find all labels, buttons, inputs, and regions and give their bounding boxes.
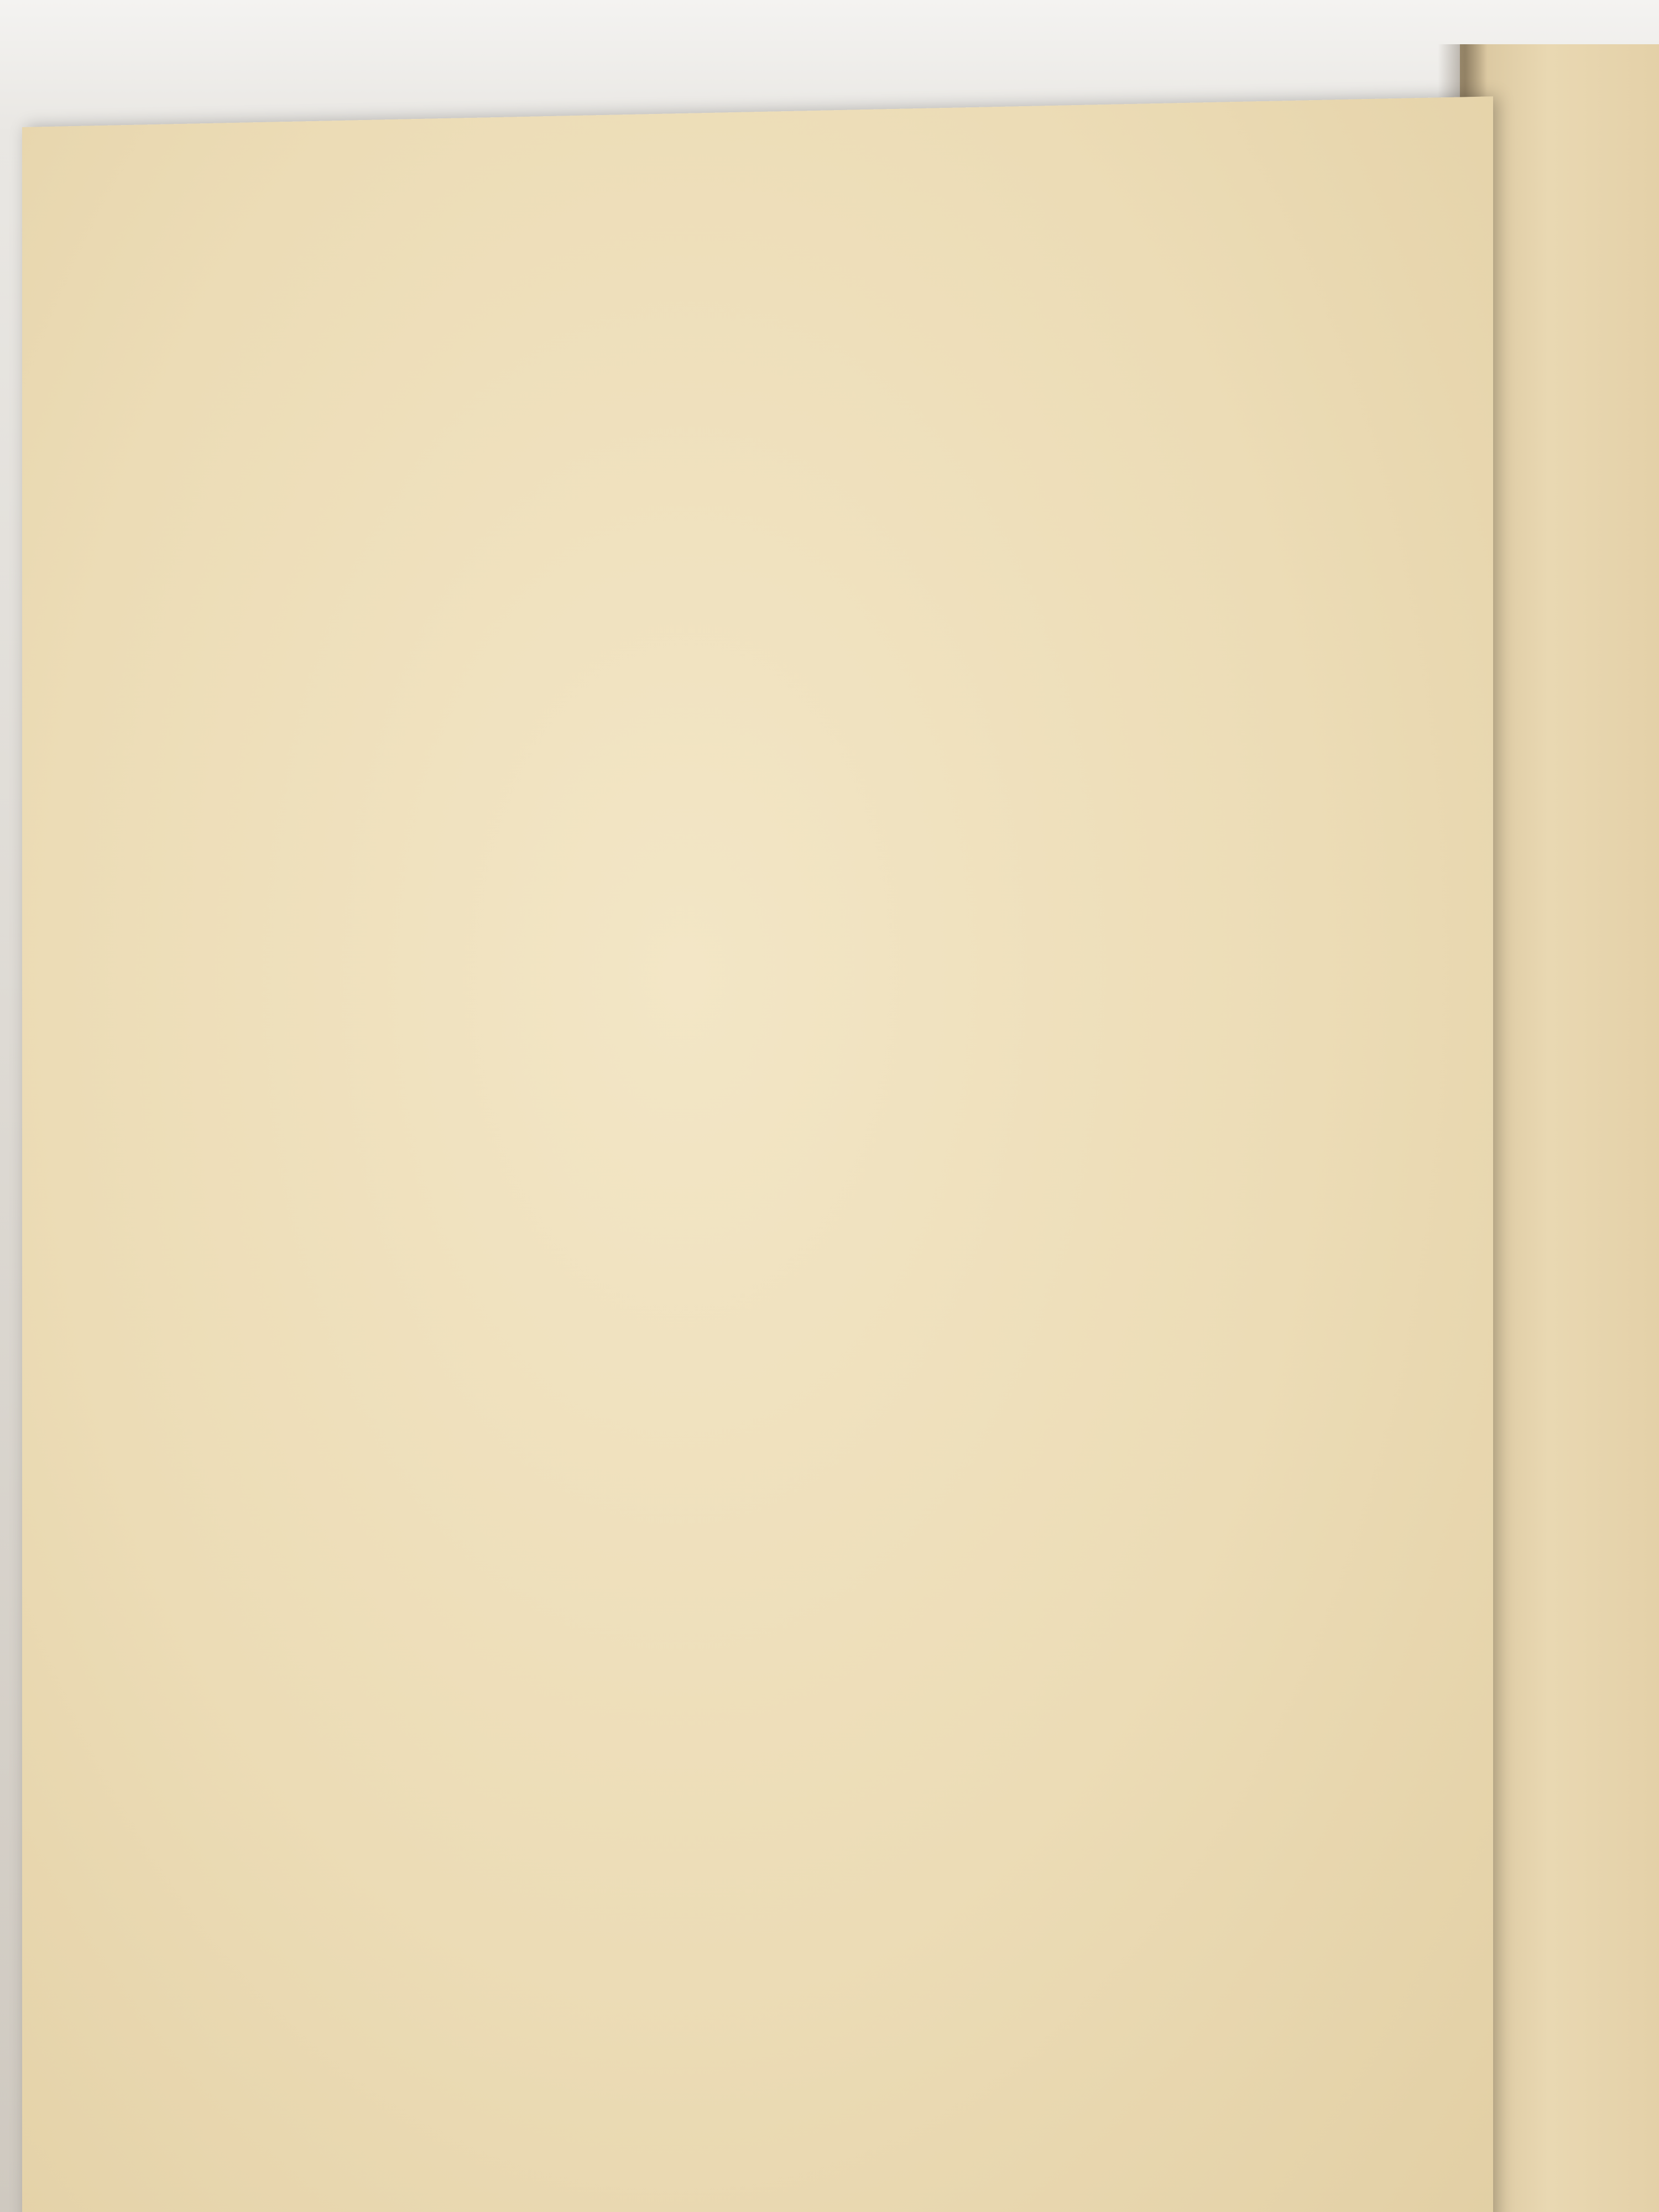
chapter-intro-row: [22, 96, 1493, 127]
column-headers: [1062, 182, 1082, 206]
book-page: [22, 96, 1493, 2212]
toc-list: [22, 96, 1493, 127]
previous-chapter-entries: [22, 96, 1493, 127]
